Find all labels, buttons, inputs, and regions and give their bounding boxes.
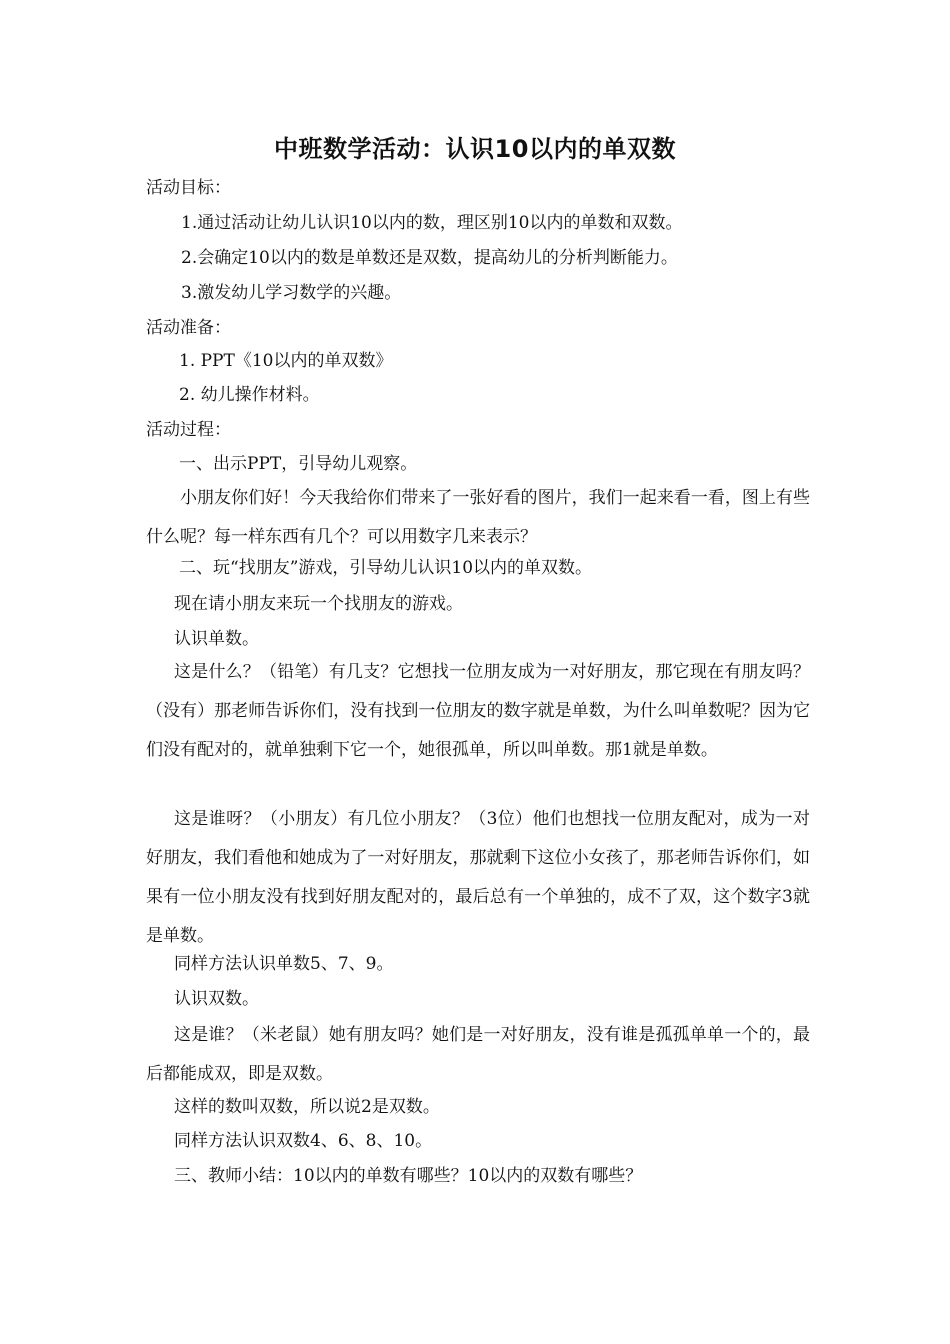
step2-intro: 现在请小朋友来玩一个找朋友的游戏。 — [174, 594, 463, 614]
even-paragraph-1: 这是谁？（米老鼠）她有朋友吗？她们是一对好朋友，没有谁是孤孤单单一个的，最后都能成双，即是双数。 — [146, 1025, 810, 1084]
even-same-method: 同样方法认识双数4、6、8、10。 — [174, 1131, 433, 1151]
odd-same-method: 同样方法认识单数5、7、9。 — [174, 954, 394, 974]
goal-item-1: 1.通过活动让幼儿认识10以内的数，理区别10以内的单数和双数。 — [181, 213, 683, 233]
even-heading: 认识双数。 — [174, 989, 259, 1009]
odd-paragraph-1: 这是什么？（铅笔）有几支？它想找一位朋友成为一对好朋友，那它现在有朋友吗？（没有）那老师告诉你们，没有找到一位朋友的数字就是单数，为什么叫单数呢？因为它们没有配对的，就单独剩下它一个，她很孤单，所以叫单数。那1就是单数。 — [146, 662, 810, 760]
even-paragraph-2: 这样的数叫双数，所以说2是双数。 — [174, 1097, 440, 1117]
preparation-item-1: 1. PPT《10以内的单双数》 — [179, 351, 393, 371]
goal-item-3: 3.激发幼儿学习数学的兴趣。 — [181, 283, 402, 303]
odd-heading: 认识单数。 — [174, 629, 259, 649]
section-heading-preparation: 活动准备： — [146, 318, 231, 338]
section-heading-process: 活动过程： — [146, 420, 231, 440]
page-title: 中班数学活动：认识10以内的单双数 — [274, 135, 676, 163]
step1-paragraph: 小朋友你们好！今天我给你们带来了一张好看的图片，我们一起来看一看，图上有些什么呢？每一样东西有几个？可以用数字几来表示？ — [146, 488, 810, 547]
goal-item-2: 2.会确定10以内的数是单数还是双数，提高幼儿的分析判断能力。 — [181, 248, 678, 268]
odd-paragraph-2: 这是谁呀？（小朋友）有几位小朋友？（3位）他们也想找一位朋友配对，成为一对好朋友，我们看他和她成为了一对好朋友，那就剩下这位小女孩了，那老师告诉你们，如果有一位小朋友没有找到好朋友配对的，最后总有一个单独的，成不了双，这个数字3就是单数。 — [146, 809, 810, 946]
section-heading-goals: 活动目标： — [146, 178, 231, 198]
step3-summary: 三、教师小结：10以内的单数有哪些？10以内的双数有哪些？ — [174, 1166, 643, 1186]
step1-title: 一、出示PPT，引导幼儿观察。 — [179, 454, 418, 474]
step2-title: 二、玩“找朋友”游戏，引导幼儿认识10以内的单双数。 — [179, 558, 593, 578]
preparation-item-2: 2. 幼儿操作材料。 — [179, 385, 320, 405]
